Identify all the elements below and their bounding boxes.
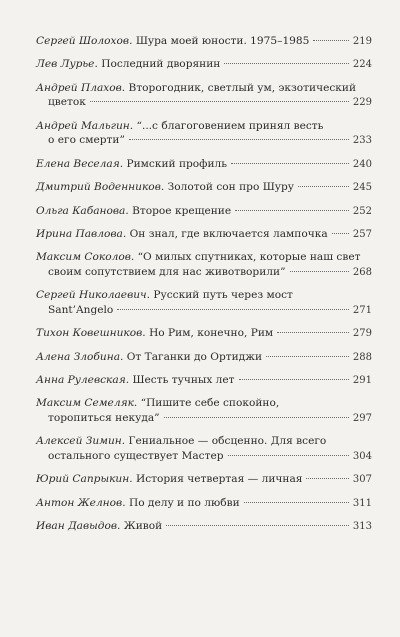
leader-dots xyxy=(231,163,349,164)
toc-entry-line xyxy=(36,519,372,535)
toc-entry xyxy=(36,496,372,512)
toc-entry-line xyxy=(36,449,372,465)
toc-author: Сергей Шолохов. xyxy=(36,35,133,47)
leader-dots xyxy=(235,210,349,211)
toc-entry xyxy=(36,227,372,243)
toc-entry-line xyxy=(36,350,372,366)
toc-page-number: 229 xyxy=(352,97,372,109)
toc-entry xyxy=(36,157,372,173)
toc-author: Алексей Зимин. xyxy=(36,435,126,448)
leader-dots xyxy=(164,417,349,418)
toc-page-number: 304 xyxy=(352,451,372,463)
toc-entry xyxy=(36,81,372,111)
toc-entry-line xyxy=(36,373,372,389)
toc-page-number: 257 xyxy=(352,228,372,240)
toc-title: своим сопутствием для нас животворили” xyxy=(48,265,286,278)
toc-title: Золотой сон про Шуру xyxy=(167,181,295,194)
toc-title: “...с благоговением принял весть xyxy=(136,119,324,132)
toc-entry-line xyxy=(36,288,372,303)
toc-page-number: 291 xyxy=(352,375,372,387)
toc-title: торопиться некуда” xyxy=(48,412,160,425)
toc-entry xyxy=(36,396,372,426)
toc-title: Второе крещение xyxy=(132,204,232,217)
leader-dots xyxy=(224,63,349,64)
toc-author: Максим Семеляк. xyxy=(36,397,138,410)
toc-author: Максим Соколов. xyxy=(36,251,135,264)
toc-page-number: 279 xyxy=(352,328,372,340)
toc-entry xyxy=(36,434,372,464)
leader-dots xyxy=(266,356,349,357)
toc-title: По делу и по любви xyxy=(128,496,240,509)
toc-entry-line xyxy=(36,303,372,319)
leader-dots xyxy=(306,478,348,479)
toc-title: Но Рим, конечно, Рим xyxy=(149,327,274,340)
leader-dots xyxy=(244,502,349,503)
toc-title: Шура моей юности. 1975–1985 xyxy=(135,35,310,47)
toc-author: Андрей Мальгин. xyxy=(36,119,134,132)
toc-page-number: 224 xyxy=(352,59,372,71)
toc-entry-line xyxy=(36,180,372,196)
toc-entry-line xyxy=(36,396,372,411)
toc-entry-line xyxy=(36,57,372,73)
toc-author: Андрей Плахов. xyxy=(36,81,126,94)
toc-page-number: 219 xyxy=(352,36,372,47)
toc-page-number: 307 xyxy=(352,474,372,486)
leader-dots xyxy=(332,233,349,234)
leader-dots xyxy=(228,455,349,456)
toc-author: Ирина Павлова. xyxy=(36,227,127,240)
toc-entry-line xyxy=(36,265,372,281)
toc-entry-line xyxy=(36,157,372,173)
toc-title: Последний дворянин xyxy=(101,58,221,71)
toc-author: Анна Рулевская. xyxy=(36,374,130,387)
toc-page-number: 311 xyxy=(352,497,372,509)
toc-author: Тихон Ковешников. xyxy=(36,327,146,340)
toc-entry xyxy=(36,57,372,73)
toc-author: Лев Лурье. xyxy=(36,58,98,71)
toc-author: Алена Злобина. xyxy=(36,350,124,363)
toc-title: Римский профиль xyxy=(126,157,228,170)
toc-page-number: 240 xyxy=(352,158,372,170)
toc-title: Второгодник, светлый ум, экзотический xyxy=(128,81,357,94)
leader-dots xyxy=(90,101,349,102)
toc-title: остального существует Мастер xyxy=(48,450,224,463)
toc-author: Ольга Кабанова. xyxy=(36,204,129,217)
leader-dots xyxy=(298,186,349,187)
leader-dots xyxy=(166,525,349,526)
toc-entry-line xyxy=(36,34,372,50)
toc-title: Sant’Angelo xyxy=(48,303,114,316)
toc-entry xyxy=(36,519,372,535)
leader-dots xyxy=(313,40,349,41)
toc-entry-line xyxy=(36,472,372,488)
leader-dots xyxy=(290,271,349,272)
toc-entry-line xyxy=(36,204,372,220)
toc-page-number: 268 xyxy=(352,266,372,278)
toc-title: Русский путь через мост xyxy=(153,289,293,302)
toc-entry-line xyxy=(36,119,372,134)
toc-entry xyxy=(36,204,372,220)
toc-entry xyxy=(36,250,372,280)
toc-entry xyxy=(36,472,372,488)
leader-dots xyxy=(239,379,349,380)
toc-title: Живой xyxy=(123,520,163,533)
toc-author: Дмитрий Воденников. xyxy=(36,181,165,194)
leader-dots xyxy=(277,332,349,333)
toc-page-number: 233 xyxy=(352,135,372,147)
toc-page-number: 313 xyxy=(352,521,372,533)
toc-author: Антон Желнов. xyxy=(36,496,126,509)
toc-entry xyxy=(36,373,372,389)
toc-entry-line xyxy=(36,411,372,427)
toc-entry xyxy=(36,326,372,342)
toc-title: о его смерти” xyxy=(48,134,125,147)
toc-page-number: 288 xyxy=(352,351,372,363)
toc-page-number: 297 xyxy=(352,413,372,425)
toc-author: Елена Веселая. xyxy=(36,157,124,170)
toc-author: Иван Давыдов. xyxy=(36,520,121,533)
toc-title: Гениальное — обсценно. Для всего xyxy=(128,435,327,448)
toc-entry-line xyxy=(36,227,372,243)
toc-page-number: 252 xyxy=(352,205,372,217)
toc-entry xyxy=(36,288,372,318)
toc-entry-line xyxy=(36,250,372,265)
toc-title: Он знал, где включается лампочка xyxy=(129,227,328,240)
toc-entry-line xyxy=(36,326,372,342)
toc-title: цветок xyxy=(48,96,86,109)
toc-entry-line xyxy=(36,133,372,149)
toc-entry xyxy=(36,34,372,50)
toc-page-number: 271 xyxy=(352,304,372,316)
toc-entry-line xyxy=(36,81,372,96)
toc-title: Шесть тучных лет xyxy=(132,374,235,387)
leader-dots xyxy=(129,139,349,140)
toc-title: От Таганки до Ортиджи xyxy=(126,350,263,363)
toc-title: “О милых спутниках, которые наш свет xyxy=(137,251,361,264)
table-of-contents xyxy=(36,34,372,543)
toc-author: Сергей Николаевич. xyxy=(36,289,151,302)
toc-author: Юрий Сапрыкин. xyxy=(36,473,133,486)
toc-title: История четвертая — личная xyxy=(135,473,303,486)
toc-entry xyxy=(36,119,372,149)
toc-entry-line xyxy=(36,95,372,111)
toc-entry-line xyxy=(36,434,372,449)
toc-page-number: 245 xyxy=(352,182,372,194)
toc-entry xyxy=(36,350,372,366)
toc-title: “Пишите себе спокойно, xyxy=(140,397,280,410)
leader-dots xyxy=(117,309,349,310)
toc-entry xyxy=(36,180,372,196)
toc-entry-line xyxy=(36,496,372,512)
